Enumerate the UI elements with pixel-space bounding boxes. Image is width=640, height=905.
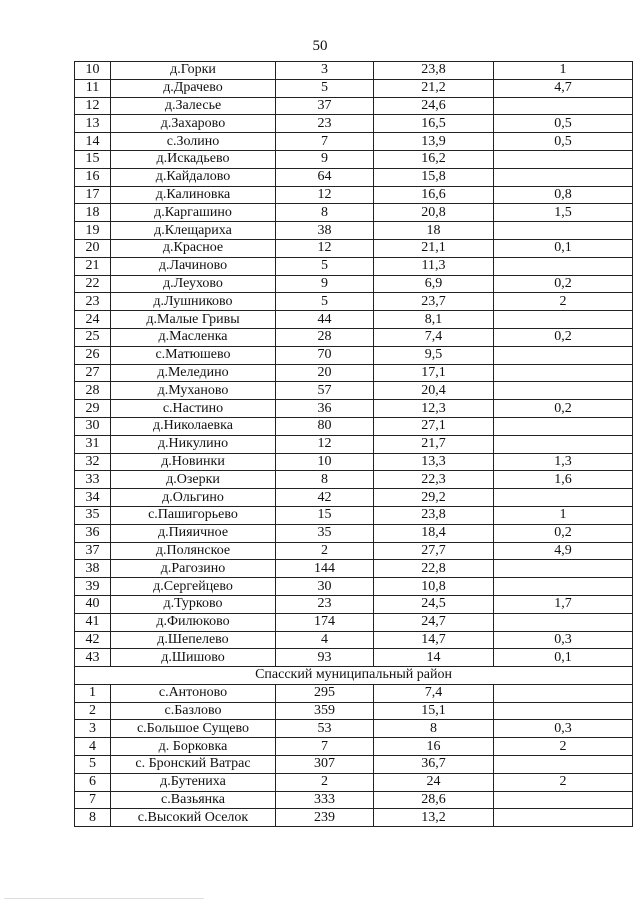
cell-settlement: д.Николаевка [111,417,276,435]
cell-value-3 [494,702,633,720]
cell-value-2: 27,1 [374,417,494,435]
table-row [75,595,633,613]
table-row [75,578,633,596]
cell-value-3: 2 [494,738,633,756]
cell-value-1: 9 [276,150,374,168]
cell-value-2: 20,8 [374,204,494,222]
cell-number: 27 [75,364,111,382]
table-row [75,222,633,240]
cell-settlement: с.Настино [111,400,276,418]
cell-value-2: 7,4 [374,328,494,346]
cell-settlement: д.Рагозино [111,560,276,578]
cell-value-2: 13,9 [374,133,494,151]
cell-number: 41 [75,613,111,631]
cell-value-1: 15 [276,506,374,524]
cell-settlement: д.Шепелево [111,631,276,649]
settlements-table [74,61,633,827]
cell-value-2: 24,5 [374,595,494,613]
cell-number: 13 [75,115,111,133]
cell-value-3: 2 [494,293,633,311]
cell-settlement: д.Полянское [111,542,276,560]
cell-settlement: с. Бронский Ватрас [111,756,276,774]
cell-value-3: 0,2 [494,275,633,293]
cell-value-2: 21,2 [374,79,494,97]
table-row [75,809,633,827]
cell-number: 19 [75,222,111,240]
table-row [75,382,633,400]
cell-value-3: 0,8 [494,186,633,204]
cell-value-2: 16,2 [374,150,494,168]
cell-settlement: д.Сергейцево [111,578,276,596]
cell-value-1: 7 [276,738,374,756]
cell-value-1: 2 [276,542,374,560]
cell-value-2: 23,7 [374,293,494,311]
table-row [75,328,633,346]
cell-value-2: 18 [374,222,494,240]
cell-value-1: 44 [276,311,374,329]
cell-value-1: 53 [276,720,374,738]
cell-value-3 [494,346,633,364]
table-row [75,542,633,560]
cell-settlement: с.Антоново [111,684,276,702]
cell-value-3: 4,7 [494,79,633,97]
cell-settlement: д.Драчево [111,79,276,97]
cell-number: 22 [75,275,111,293]
cell-value-2: 27,7 [374,542,494,560]
cell-value-3: 0,2 [494,328,633,346]
cell-number: 32 [75,453,111,471]
cell-value-2: 29,2 [374,489,494,507]
cell-number: 12 [75,97,111,115]
cell-settlement: д.Горки [111,62,276,80]
table-row [75,293,633,311]
table-row [75,738,633,756]
table-row [75,204,633,222]
table-row [75,346,633,364]
cell-value-1: 2 [276,773,374,791]
table-body-part2 [75,684,633,826]
table-row [75,435,633,453]
cell-settlement: д.Бутениха [111,773,276,791]
cell-settlement: д.Захарово [111,115,276,133]
cell-settlement: д.Муханово [111,382,276,400]
cell-number: 30 [75,417,111,435]
cell-value-1: 80 [276,417,374,435]
cell-settlement: д.Леухово [111,275,276,293]
table-row [75,275,633,293]
cell-value-3 [494,613,633,631]
cell-value-3: 0,2 [494,524,633,542]
cell-value-2: 24 [374,773,494,791]
cell-value-2: 20,4 [374,382,494,400]
cell-number: 38 [75,560,111,578]
cell-value-3: 0,2 [494,400,633,418]
cell-settlement: д.Лачиново [111,257,276,275]
cell-number: 31 [75,435,111,453]
cell-number: 3 [75,720,111,738]
cell-number: 24 [75,311,111,329]
cell-value-1: 295 [276,684,374,702]
cell-settlement: д.Филюково [111,613,276,631]
cell-value-2: 8,1 [374,311,494,329]
cell-value-2: 18,4 [374,524,494,542]
cell-value-1: 5 [276,79,374,97]
cell-settlement: д.Шишово [111,649,276,667]
section-header-body [75,667,633,685]
cell-value-1: 30 [276,578,374,596]
cell-value-3 [494,97,633,115]
table-row [75,186,633,204]
cell-value-3 [494,791,633,809]
cell-settlement: с.Пашигорьево [111,506,276,524]
cell-value-3 [494,364,633,382]
table-row [75,506,633,524]
cell-number: 14 [75,133,111,151]
cell-number: 21 [75,257,111,275]
cell-value-2: 22,3 [374,471,494,489]
cell-value-1: 12 [276,435,374,453]
cell-value-1: 5 [276,293,374,311]
cell-value-3 [494,684,633,702]
cell-number: 37 [75,542,111,560]
cell-value-3 [494,382,633,400]
cell-number: 36 [75,524,111,542]
cell-value-1: 9 [276,275,374,293]
cell-settlement: с.Базлово [111,702,276,720]
cell-value-2: 21,1 [374,239,494,257]
cell-value-1: 36 [276,400,374,418]
table-row [75,489,633,507]
cell-number: 16 [75,168,111,186]
cell-number: 33 [75,471,111,489]
cell-value-3: 1 [494,506,633,524]
cell-value-1: 23 [276,115,374,133]
cell-settlement: д.Никулино [111,435,276,453]
table-row [75,613,633,631]
cell-value-1: 38 [276,222,374,240]
cell-settlement: с.Вазьянка [111,791,276,809]
cell-number: 28 [75,382,111,400]
cell-value-2: 16,6 [374,186,494,204]
cell-number: 23 [75,293,111,311]
cell-value-3: 4,9 [494,542,633,560]
cell-value-2: 24,6 [374,97,494,115]
table-row [75,168,633,186]
cell-value-1: 3 [276,62,374,80]
cell-number: 26 [75,346,111,364]
table-row [75,631,633,649]
table-row [75,720,633,738]
cell-value-1: 174 [276,613,374,631]
cell-value-2: 10,8 [374,578,494,596]
cell-value-2: 15,1 [374,702,494,720]
cell-value-1: 8 [276,471,374,489]
cell-number: 8 [75,809,111,827]
cell-value-3: 1,6 [494,471,633,489]
cell-value-2: 28,6 [374,791,494,809]
cell-settlement: д. Борковка [111,738,276,756]
cell-value-2: 13,3 [374,453,494,471]
cell-settlement: д.Искадьево [111,150,276,168]
cell-value-3 [494,222,633,240]
cell-settlement: д.Турково [111,595,276,613]
cell-number: 34 [75,489,111,507]
cell-value-1: 4 [276,631,374,649]
cell-value-1: 70 [276,346,374,364]
cell-value-2: 9,5 [374,346,494,364]
cell-number: 11 [75,79,111,97]
cell-value-3 [494,809,633,827]
cell-value-3: 0,1 [494,649,633,667]
cell-settlement: с.Высокий Оселок [111,809,276,827]
cell-value-3: 0,3 [494,631,633,649]
table-row [75,97,633,115]
cell-number: 2 [75,702,111,720]
cell-settlement: д.Каргашино [111,204,276,222]
cell-number: 17 [75,186,111,204]
cell-value-2: 16 [374,738,494,756]
cell-value-1: 8 [276,204,374,222]
cell-value-1: 20 [276,364,374,382]
cell-value-1: 57 [276,382,374,400]
cell-value-3: 0,1 [494,239,633,257]
cell-number: 35 [75,506,111,524]
cell-value-2: 7,4 [374,684,494,702]
table-row [75,560,633,578]
table-row [75,453,633,471]
table-row [75,62,633,80]
cell-value-1: 35 [276,524,374,542]
table-row [75,649,633,667]
cell-value-2: 14,7 [374,631,494,649]
table-row [75,150,633,168]
cell-value-1: 307 [276,756,374,774]
cell-number: 6 [75,773,111,791]
cell-value-3 [494,560,633,578]
cell-settlement: д.Лушниково [111,293,276,311]
cell-number: 15 [75,150,111,168]
page-number: 50 [312,38,328,54]
cell-number: 42 [75,631,111,649]
cell-settlement: д.Меледино [111,364,276,382]
cell-settlement: с.Золино [111,133,276,151]
cell-settlement: с.Большое Сущево [111,720,276,738]
cell-number: 7 [75,791,111,809]
table-row [75,133,633,151]
table-row [75,364,633,382]
cell-settlement: с.Матюшево [111,346,276,364]
section-header-row [75,667,633,685]
cell-value-3 [494,578,633,596]
scan-artifact [4,898,204,899]
cell-value-1: 144 [276,560,374,578]
cell-number: 40 [75,595,111,613]
cell-settlement: д.Залесье [111,97,276,115]
cell-value-3: 1,3 [494,453,633,471]
cell-value-2: 17,1 [374,364,494,382]
cell-number: 39 [75,578,111,596]
table-row [75,400,633,418]
table-row [75,756,633,774]
cell-value-3: 0,3 [494,720,633,738]
cell-settlement: д.Ольгино [111,489,276,507]
cell-value-2: 23,8 [374,62,494,80]
table-row [75,239,633,257]
cell-value-3 [494,489,633,507]
section-title: Спасский муниципальный район [75,667,633,685]
cell-value-3: 0,5 [494,133,633,151]
cell-value-2: 21,7 [374,435,494,453]
cell-value-2: 14 [374,649,494,667]
cell-settlement: д.Калиновка [111,186,276,204]
cell-settlement: д.Пияичное [111,524,276,542]
cell-settlement: д.Красное [111,239,276,257]
cell-value-2: 13,2 [374,809,494,827]
cell-number: 1 [75,684,111,702]
cell-value-3 [494,417,633,435]
cell-settlement: д.Озерки [111,471,276,489]
cell-number: 43 [75,649,111,667]
table-row [75,524,633,542]
cell-value-3: 1,5 [494,204,633,222]
table-body-part1 [75,62,633,667]
table-row [75,471,633,489]
table-row [75,79,633,97]
cell-settlement: д.Масленка [111,328,276,346]
cell-value-3: 1,7 [494,595,633,613]
table-row [75,791,633,809]
table-row [75,417,633,435]
cell-value-3 [494,257,633,275]
cell-value-3 [494,150,633,168]
cell-value-2: 8 [374,720,494,738]
cell-value-1: 10 [276,453,374,471]
cell-value-1: 37 [276,97,374,115]
cell-value-2: 15,8 [374,168,494,186]
cell-value-1: 333 [276,791,374,809]
cell-value-2: 36,7 [374,756,494,774]
cell-value-2: 11,3 [374,257,494,275]
cell-number: 10 [75,62,111,80]
table-row [75,311,633,329]
cell-value-1: 64 [276,168,374,186]
cell-value-2: 23,8 [374,506,494,524]
cell-number: 20 [75,239,111,257]
cell-number: 25 [75,328,111,346]
cell-value-3: 2 [494,773,633,791]
cell-value-1: 12 [276,186,374,204]
cell-settlement: д.Новинки [111,453,276,471]
table-row [75,115,633,133]
cell-value-1: 93 [276,649,374,667]
cell-value-3 [494,435,633,453]
cell-number: 5 [75,756,111,774]
table-row [75,773,633,791]
cell-value-1: 239 [276,809,374,827]
cell-settlement: д.Кайдалово [111,168,276,186]
table-row [75,684,633,702]
cell-value-1: 359 [276,702,374,720]
table-row [75,257,633,275]
cell-value-1: 23 [276,595,374,613]
cell-number: 18 [75,204,111,222]
cell-value-3: 1 [494,62,633,80]
cell-value-1: 12 [276,239,374,257]
cell-value-2: 12,3 [374,400,494,418]
table-row [75,702,633,720]
cell-value-3: 0,5 [494,115,633,133]
cell-value-1: 5 [276,257,374,275]
cell-value-1: 7 [276,133,374,151]
cell-value-2: 24,7 [374,613,494,631]
cell-settlement: д.Клещариха [111,222,276,240]
cell-value-2: 16,5 [374,115,494,133]
cell-settlement: д.Малые Гривы [111,311,276,329]
cell-value-3 [494,168,633,186]
cell-number: 29 [75,400,111,418]
cell-value-2: 6,9 [374,275,494,293]
cell-value-1: 28 [276,328,374,346]
cell-value-2: 22,8 [374,560,494,578]
cell-value-3 [494,311,633,329]
cell-value-1: 42 [276,489,374,507]
cell-number: 4 [75,738,111,756]
cell-value-3 [494,756,633,774]
